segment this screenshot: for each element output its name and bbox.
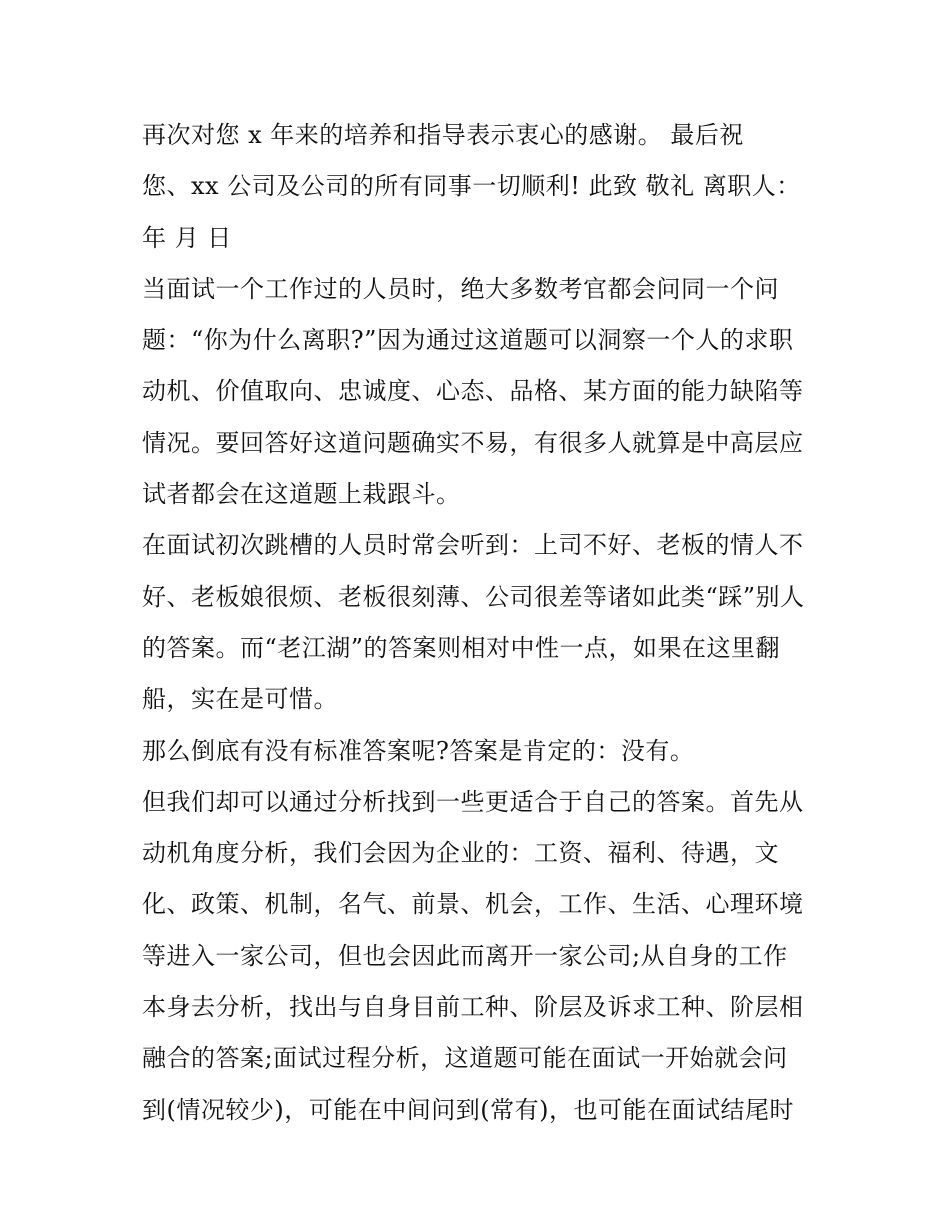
text-line: 本身去分析，找出与自身目前工种、阶层及诉求工种、阶层相 bbox=[142, 993, 804, 1022]
text-line: 化、政策、机制，名气、前景、机会，工作、生活、心理环境 bbox=[142, 890, 804, 919]
document-body bbox=[142, 110, 822, 1136]
text-line: 年 月 日 bbox=[142, 223, 232, 252]
text-line: 融合的答案;面试过程分析，这道题可能在面试一开始就会问 bbox=[142, 1044, 788, 1073]
text-line: 试者都会在这道题上栽跟斗。 bbox=[142, 480, 461, 509]
text-line: 情况。要回答好这道问题确实不易，有很多人就算是中高层应 bbox=[142, 428, 804, 457]
text-line: 等进入一家公司，但也会因此而离开一家公司;从自身的工作 bbox=[142, 941, 788, 970]
text-line: 题：“你为什么离职?”因为通过这道题可以洞察一个人的求职 bbox=[142, 326, 794, 355]
text-line: 当面试一个工作过的人员时，绝大多数考官都会问同一个问 bbox=[142, 274, 779, 303]
text-line: 动机、价值取向、忠诚度、心态、品格、某方面的能力缺陷等 bbox=[142, 377, 804, 406]
text-line: 在面试初次跳槽的人员时常会听到：上司不好、老板的情人不 bbox=[142, 531, 804, 560]
text-line: 到(情况较少)，可能在中间问到(常有)，也可能在面试结尾时 bbox=[142, 1095, 794, 1124]
text-line: 动机角度分析，我们会因为企业的：工资、福利、待遇，文 bbox=[142, 839, 779, 868]
text-line: 船，实在是可惜。 bbox=[142, 685, 338, 714]
text-line: 那么倒底有没有标准答案呢?答案是肯定的：没有。 bbox=[142, 736, 695, 765]
text-line: 的答案。而“老江湖”的答案则相对中性一点，如果在这里翻 bbox=[142, 633, 781, 662]
text-line: 您、xx 公司及公司的所有同事一切顺利! 此致 敬礼 离职人： bbox=[142, 172, 801, 201]
text-line: 但我们却可以通过分析找到一些更适合于自己的答案。首先从 bbox=[142, 787, 804, 816]
text-line: 再次对您 x 年来的培养和指导表示衷心的感谢。 最后祝 bbox=[142, 121, 744, 149]
text-line: 好、老板娘很烦、老板很刻薄、公司很差等诸如此类“踩”别人 bbox=[142, 582, 805, 611]
